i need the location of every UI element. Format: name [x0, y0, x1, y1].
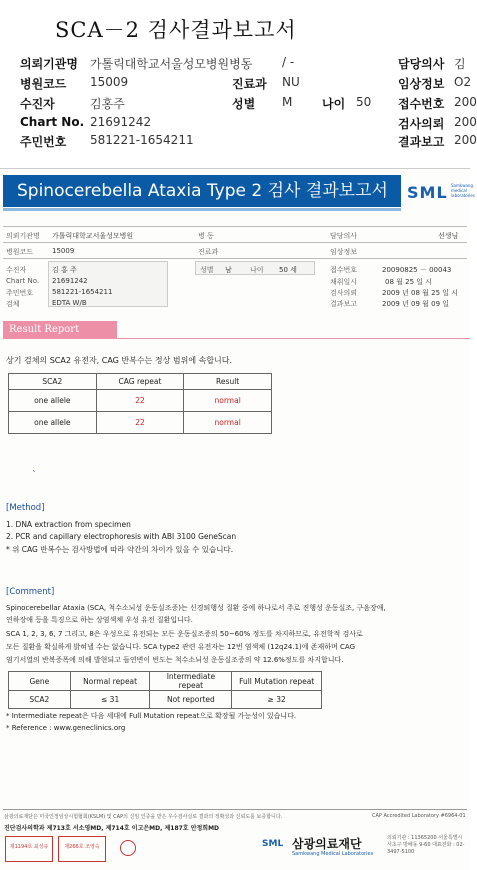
scanned-report	[0, 168, 475, 870]
info-collect-label: 채취일시	[330, 278, 358, 286]
result-cell: normal	[184, 412, 272, 434]
age-label: 나이	[322, 97, 346, 111]
info-doc-label: 담당의사	[330, 232, 358, 240]
cag-repeat-cell: 22	[96, 390, 184, 412]
result-col-header: CAG repeat	[96, 374, 184, 390]
info-sex-value: 남	[225, 266, 232, 274]
info-age-label: 나이	[250, 266, 264, 274]
age-value: 50	[356, 95, 372, 109]
gene-cell: SCA2	[9, 691, 71, 709]
result-cell: normal	[184, 390, 272, 412]
info-receipt-label: 접수번호	[330, 266, 358, 274]
info-report-label: 결과보고	[330, 300, 358, 308]
info-code-value: 15009	[52, 247, 75, 255]
normal-repeat-cell: ≤ 31	[70, 691, 150, 709]
result-col-header: SCA2	[9, 374, 97, 390]
info-request-value: 2009 년 08 월 25 일 시	[382, 289, 459, 297]
cap-accreditation: CAP Accredited Laboratory #6964-01	[372, 813, 466, 819]
header-row-code	[20, 75, 470, 93]
doctor-value: 김	[454, 57, 466, 71]
hospital-code-value: 15009	[90, 75, 129, 89]
info-clin-label: 임상정보	[330, 248, 358, 256]
info-ward-label: 병 동	[198, 232, 214, 240]
doctor-label: 담당의사	[398, 57, 445, 71]
clinical-value: O2	[454, 75, 472, 89]
page-title: SCA－2 검사결과보고서	[55, 18, 297, 42]
organization-contact: 의뢰기관 : 11365200 서울특별시 서초구 방배동 9-60 대표전화 : 02-3497-5100	[387, 835, 465, 855]
info-inst-label: 의뢰기관명	[6, 232, 40, 240]
allele-cell: one allele	[9, 412, 97, 434]
rrn-value: 581221-1654211	[90, 133, 194, 147]
header-row-rrn	[20, 133, 477, 151]
ward-value: / -	[282, 55, 295, 69]
info-rrn-label: 주민번호	[6, 289, 34, 297]
dept-value: NU	[282, 75, 300, 89]
institution-value: 가톨릭대학교서울성모병원병동	[90, 57, 253, 71]
footer-doctors: 진단검사의학과 제713호 서소영MD, 제714호 이고은MD, 제187호 안정희MD	[4, 825, 220, 832]
footer-sml-logo: SML	[262, 839, 284, 849]
sml-logo-subtitle: Samkwang medical laboratories	[451, 183, 475, 198]
comment-line: 연하장애 등을 특징으로 하는 상염색체 우성 유전 질환입니다.	[6, 616, 193, 624]
info-request-label: 검사의뢰	[330, 289, 358, 297]
chart-label: Chart No.	[20, 115, 85, 129]
divider	[3, 258, 467, 259]
institution-label: 의뢰기관명	[20, 57, 78, 71]
clinical-label: 임상정보	[398, 77, 445, 91]
info-doc-value: 선생님	[438, 232, 459, 240]
table-row	[9, 691, 322, 709]
sex-value: M	[282, 95, 293, 109]
sex-label: 성별	[232, 97, 256, 111]
rrn-label: 주민번호	[20, 135, 67, 149]
chart-value: 21691242	[90, 115, 152, 129]
table-row	[9, 390, 272, 412]
receipt-value: 200	[454, 95, 477, 109]
info-chart-value: 21691242	[52, 277, 88, 285]
request-value: 200	[454, 115, 477, 129]
info-receipt-value: 20090825 － 00043	[382, 266, 452, 274]
info-sex-label: 성별	[200, 266, 214, 274]
seal-stamp-1: 제1194호 최성규	[5, 836, 53, 862]
divider	[3, 242, 467, 243]
result-col-header: Result	[184, 374, 272, 390]
official-seal-icon	[120, 840, 136, 856]
note-line: * Intermediate repeat은 다음 세대에 Full Mutation repeat으로 확장될 가능성이 있습니다.	[6, 712, 297, 720]
info-chart-label: Chart No.	[6, 277, 40, 285]
sml-logo: SML	[407, 183, 448, 202]
comment-line: Spinocerebellar Ataxia (SCA, 척수소뇌성 운동실조증)는 신경퇴행성 질환 중에 하나로서 주로 진행성 운동실조, 구음장애,	[6, 604, 386, 612]
reference-line: * Reference : www.geneclinics.org	[6, 724, 126, 732]
result-table	[8, 373, 272, 434]
method-heading: [Method]	[6, 503, 45, 513]
patient-value: 김홍주	[90, 97, 125, 111]
divider	[3, 226, 467, 227]
method-line: 1. DNA extraction from specimen	[6, 520, 131, 529]
comment-line: 염기서열의 반복증폭에 의해 발현되고 들연변이 빈도는 척수소뇌성 운동실조증의 약 12.6%정도를 차지합니다.	[6, 656, 344, 664]
footer-accreditation: 삼광의료재단은 미국인정임상시험협회(KSLM) 및 CAP의 신임 인증을 받은 우수검사실로 결과의 정확성과 신뢰도를 보증합니다.	[4, 814, 283, 820]
info-patient-value: 김 홍 주	[52, 266, 77, 274]
repeat-col-header: Intermediate repeat	[150, 672, 232, 691]
report-label: 결과보고	[398, 135, 445, 149]
result-report-rule	[117, 338, 470, 339]
info-rrn-value: 581221-1654211	[52, 288, 113, 296]
result-report-heading: Result Report	[3, 321, 117, 339]
table-row	[9, 412, 272, 434]
comment-line: 모든 질환을 확실하게 밝혀낼 수는 없습니다. SCA type2 관련 유전자는 12번 염색체 (12q24.1)에 존재하며 CAG	[6, 643, 356, 651]
method-note: * 위 CAG 반복수는 검사방법에 따라 약간의 차이가 있을 수 있습니다.	[6, 545, 234, 554]
cag-repeat-cell: 22	[96, 412, 184, 434]
intermediate-repeat-cell: Not reported	[150, 691, 232, 709]
patient-label: 수진자	[20, 97, 55, 111]
header-row-institution	[20, 55, 470, 73]
info-specimen-value: EDTA W/B	[52, 299, 87, 307]
repeat-col-header: Normal repeat	[70, 672, 150, 691]
info-patient-label: 수진자	[6, 266, 27, 274]
repeat-col-header: Full Mutation repeat	[232, 672, 322, 691]
repeat-col-header: Gene	[9, 672, 71, 691]
banner-strip	[3, 208, 401, 211]
request-label: 검사의뢰	[398, 117, 445, 131]
comment-heading: [Comment]	[6, 587, 55, 597]
full-mutation-cell: ≥ 32	[232, 691, 322, 709]
scan-mark: ˎ	[32, 463, 37, 473]
info-inst-value: 가톨릭대학교서울성모병원	[52, 232, 134, 240]
seal-stamp-2: 제266호 조영숙	[58, 836, 106, 862]
report-value: 200	[454, 133, 477, 147]
hospital-code-label: 병원코드	[20, 77, 67, 91]
info-collect-value: 08 월 25 일 시	[385, 278, 433, 286]
report-banner: Spinocerebella Ataxia Type 2 검사 결과보고서	[3, 175, 401, 207]
info-code-label: 병원코드	[6, 248, 34, 256]
allele-cell: one allele	[9, 390, 97, 412]
info-dept-label: 진료과	[198, 248, 219, 256]
info-report-value: 2009 년 09 월 09 일	[382, 300, 450, 308]
info-age-value: 50 세	[279, 266, 297, 274]
organization-name: 삼광의료재단	[292, 837, 362, 851]
comment-line: SCA 1, 2, 3, 6, 7 그리고, 8은 우성으로 유전되는 모든 운동실조증의 50~60% 정도를 차지하므로, 유전학적 검사로	[6, 630, 363, 638]
result-summary: 상기 검체의 SCA2 유전자, CAG 반복수는 정상 범위에 속합니다.	[6, 356, 233, 365]
header-row-patient	[20, 95, 477, 113]
receipt-label: 접수번호	[398, 97, 445, 111]
organization-name-en: Samkwang Medical Laboratories	[292, 851, 374, 857]
repeat-range-table	[8, 671, 322, 709]
dept-label: 진료과	[232, 77, 267, 91]
info-specimen-label: 검체	[6, 300, 20, 308]
method-line: 2. PCR and capillary electrophoresis with ABI 3100 GeneScan	[6, 532, 237, 541]
footer-divider	[3, 809, 467, 810]
header-row-chart	[20, 115, 477, 133]
